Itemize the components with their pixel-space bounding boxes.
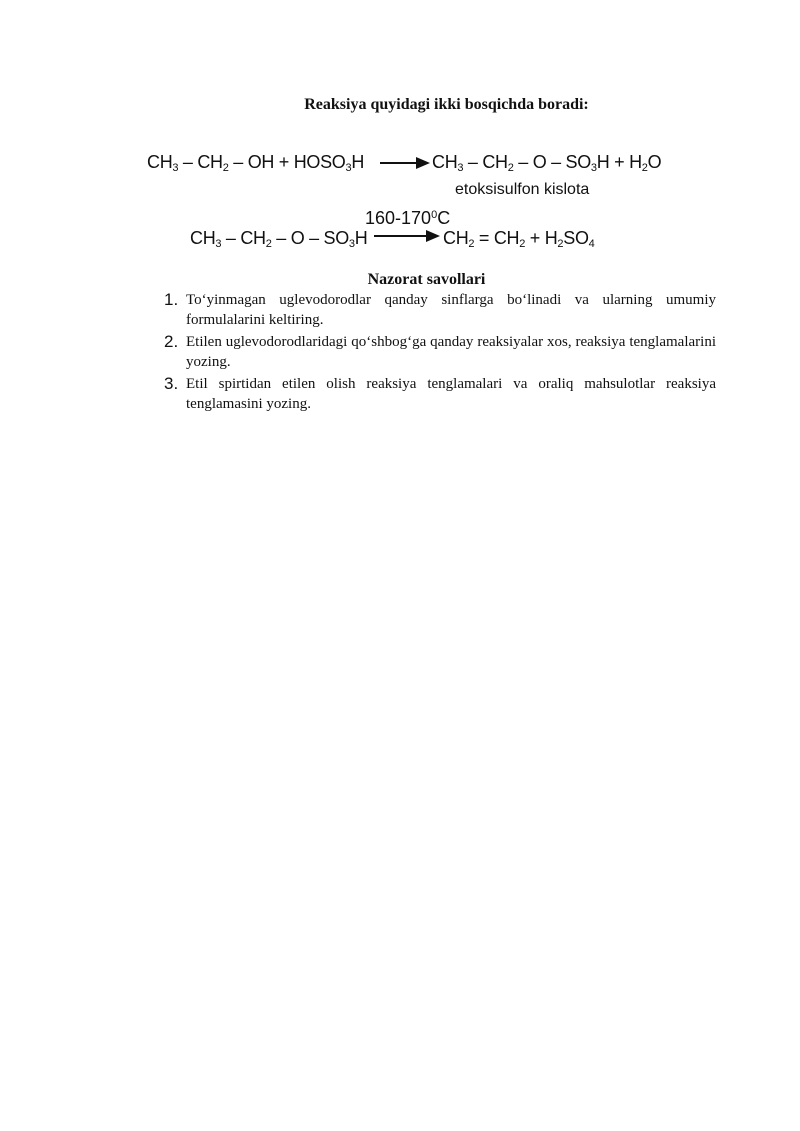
question-number: 1. (164, 290, 179, 309)
question-text: Etilen uglevodorodlaridagi qo‘shbog‘ga qanday reaksiyalar xos, reaksiya tenglamalarini yozing. (186, 334, 716, 370)
product-name-label: etoksisulfon kislota (455, 181, 590, 198)
list-item (160, 290, 716, 330)
question-number: 3. (164, 374, 179, 393)
reaction1-arrow-icon (380, 156, 430, 170)
questions-list (160, 290, 716, 416)
reaction-condition-label: $160-170^0C$ (365, 208, 451, 228)
list-item (160, 332, 716, 372)
question-text: Etil spirtidan etilen olish reaksiya tenglamalari va oraliq mahsulotlar reaksiya tenglamasini yozing. (186, 376, 716, 412)
question-text: To‘yinmagan uglevodorodlar qanday sinflarga bo‘linadi va ularning umumiy formulalarini keltiring. (186, 292, 716, 328)
reaction2-reactants: $CH_3 - CH_2$ – O – $SO_3H$ (190, 228, 368, 250)
reaction1-products: $CH_3 - CH_2 - O - SO_3H + H_2O$ (432, 152, 662, 174)
reaction2-arrow-icon (374, 229, 440, 243)
reaction1-reactants: $CH_3 - CH_2$ – OH + $HOSO_3H$ (147, 152, 365, 174)
list-item (160, 374, 716, 414)
question-number: 2. (164, 332, 179, 351)
reaction2-products: $CH_2 = CH_2 + H_2SO_4$ (443, 228, 595, 250)
questions-heading: Nazorat savollari (367, 271, 486, 288)
section-heading: Reaksiya quyidagi ikki bosqichda boradi: (304, 96, 589, 113)
